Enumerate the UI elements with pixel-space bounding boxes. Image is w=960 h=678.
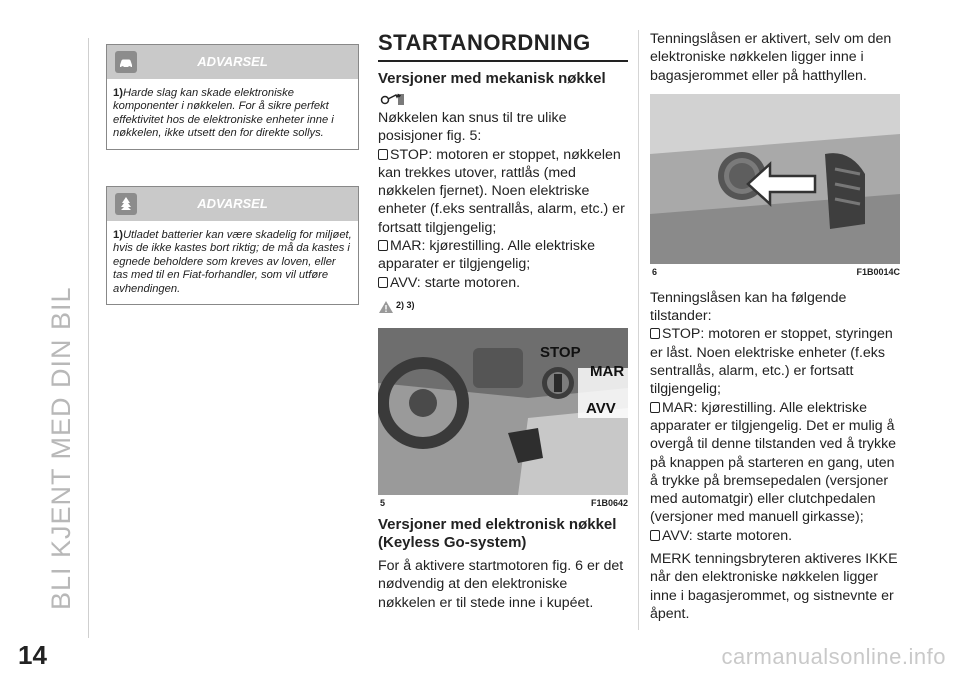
label-mar: MAR [590, 362, 625, 380]
figure-code: F1B0642 [590, 497, 628, 508]
key-bullet-icon [650, 402, 660, 413]
warning-text [107, 79, 358, 149]
warning-box-1 [106, 44, 359, 150]
column-divider [638, 30, 639, 630]
content-column-middle [378, 30, 628, 612]
list-item-stop: STOP: motoren er stoppet, nøkkelen kan trekkes utover, rattlås (med nøkkelen fjernet). Noen elektriske enheter (f.eks sentrallås, alarm, etc.) er fortsatt tilgjengelig; [378, 146, 625, 236]
figure-5-caption [378, 495, 628, 508]
margin-divider [88, 38, 89, 638]
label-avv: AVV [586, 399, 616, 417]
keyless-note: MERK tenningsbryteren aktiveres IKKE når den elektroniske nøkkelen ligger inne i bagasjerommet, og sistnevnte er åpent. [650, 551, 898, 622]
list-item-avv: AVV: starte motoren. [378, 274, 628, 292]
warning-number: 1) [113, 87, 123, 99]
note-references: 2) 3) [396, 299, 415, 310]
figure-6-caption [650, 264, 900, 277]
key-bullet-icon [378, 240, 388, 251]
caution-reference [378, 300, 628, 320]
list-item-mar: MAR: kjørestilling. Alle elektriske apparater er tilgjengelig; [378, 238, 595, 273]
warning-number: 1) [113, 229, 123, 241]
warning-box-2 [106, 186, 359, 305]
content-column-right [650, 30, 900, 623]
mechanical-key-icon [380, 91, 406, 107]
caution-triangle-icon [378, 300, 394, 314]
states-intro: Tenningslåsen kan ha følgende tilstander: [650, 289, 847, 325]
mechanical-key-heading: Versjoner med mekanisk nøkkel [378, 70, 606, 87]
key-bullet-icon [378, 277, 388, 288]
key-bullet-icon [650, 530, 660, 541]
warning-header [107, 187, 358, 221]
warning-title: ADVARSEL [197, 196, 268, 211]
figure-number: 5 [380, 497, 386, 508]
figure-6-start-button [650, 94, 900, 264]
list-item-stop: STOP: motoren er stoppet, styringen er låst. Noen elektriske enheter (f.eks sentrallås, alarm, etc.) er fortsatt tilgjengelig; [650, 326, 893, 398]
warning-title: ADVARSEL [197, 54, 268, 69]
warning-header [107, 45, 358, 79]
mechanical-key-intro: Nøkkelen kan snus til tre ulike posisjoner fig. 5: [378, 110, 567, 145]
figure-code: F1B0014C [856, 266, 900, 277]
list-item-avv: AVV: starte motoren. [650, 527, 900, 545]
figure-5-ignition-key [378, 328, 628, 495]
warning-body-text: Harde slag kan skade elektroniske komponenter i nøkkelen. For å sikre perfekt effektivitet hos de elektroniske enheter inne i nøkkelen, ikke utsett den for direkte sollys. [113, 87, 334, 140]
keyless-intro: Tenningslåsen er aktivert, selv om den elektroniske nøkkelen ligger inne i bagasjerommet eller på hatthyllen. [650, 31, 892, 84]
label-stop: STOP [540, 343, 581, 361]
section-title: STARTANORDNING [378, 30, 628, 62]
page-number: 14 [18, 640, 47, 670]
key-bullet-icon [378, 149, 388, 160]
list-item-mar: MAR: kjørestilling. Alle elektriske apparater er tilgjengelig. Det er mulig å overgå til denne tilstanden ved å trykke på knappen på starteren en gang, uten å trykke på bremsepedalen (versjoner med automatgir) eller clutchpedalen (versjoner med manuell girkasse); [650, 399, 897, 526]
watermark: carmanualsonline.info [721, 644, 946, 669]
figure-number: 6 [652, 266, 658, 277]
start-button-illustration [650, 94, 900, 264]
keyless-heading: Versjoner med elektronisk nøkkel (Keyless Go-system) [378, 515, 617, 551]
warning-text [107, 221, 358, 304]
key-bullet-icon [650, 328, 660, 339]
keyless-text: For å aktivere startmotoren fig. 6 er det nødvendig at den elektroniske nøkkelen er til stede inne i kupéet. [378, 557, 624, 611]
warning-body-text: Utladet batterier kan være skadelig for miljøet, hvis de ikke kastes bort riktig; de må da kastes i egnede beholdere som kreves av loven, eller tas med til en Fiat-forhandler, som vil utføre avhendingen. [113, 229, 352, 295]
